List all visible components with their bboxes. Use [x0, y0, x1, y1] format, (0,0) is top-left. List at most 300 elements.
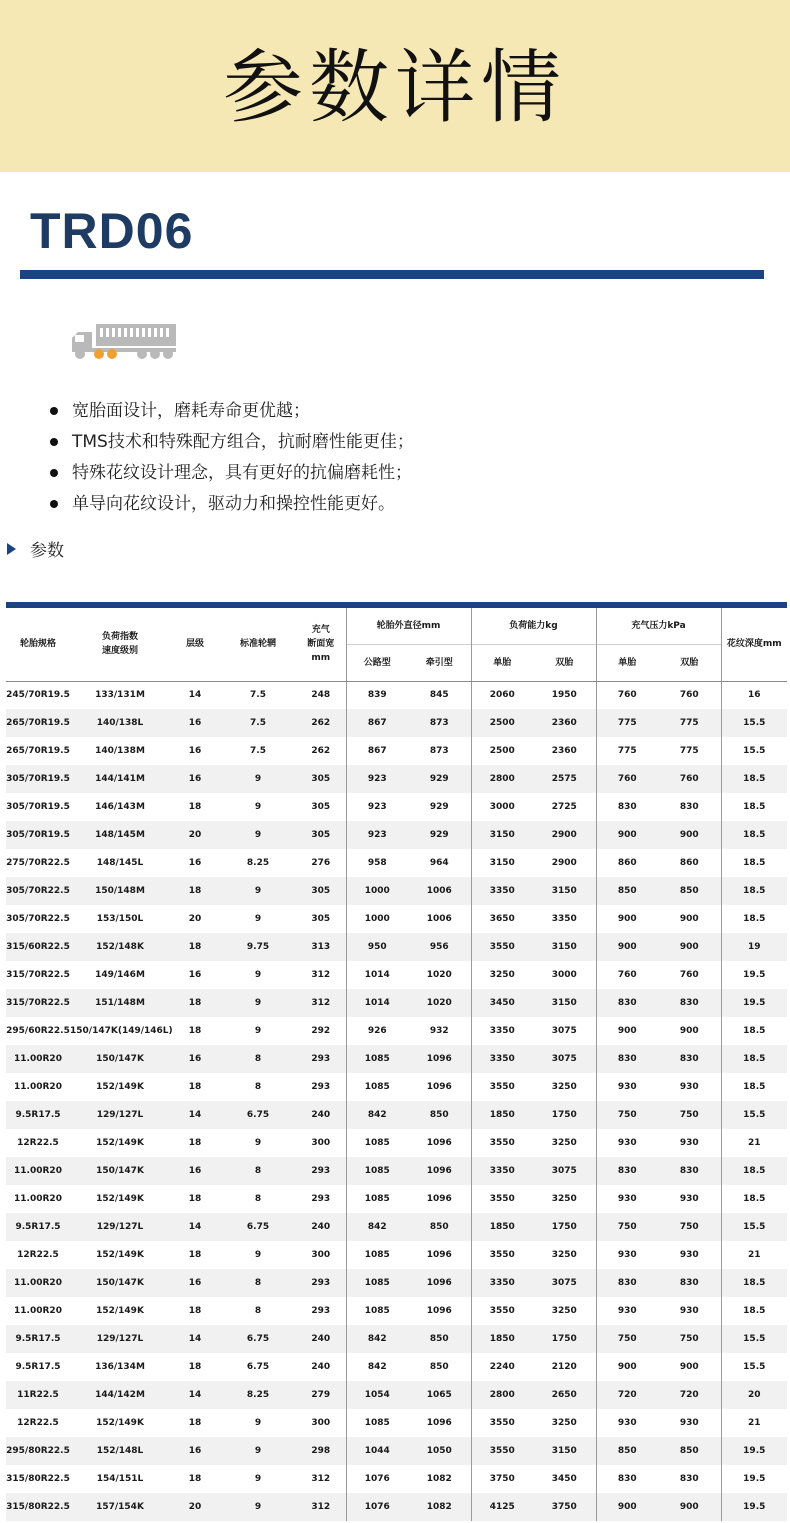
cell-diameter-road: 1000: [346, 877, 408, 905]
cell-diameter-road: 1054: [346, 1381, 408, 1409]
feature-text: TMS技术和特殊配方组合，抗耐磨性能更佳；: [72, 432, 414, 452]
cell-pressure-dual: 930: [679, 1250, 699, 1260]
cell-pressure-single: 830: [596, 793, 658, 821]
cell-pressure-dual: 860: [679, 858, 699, 868]
cell-spec: 295/80R22.5: [6, 1437, 70, 1465]
table-row: [6, 989, 787, 1017]
cell-depth: 20: [721, 1381, 787, 1409]
cell-pressure-dual: 930: [679, 1082, 699, 1092]
table-row: [6, 1129, 787, 1157]
cell-pressure-single: 930: [596, 1129, 658, 1157]
cell-pressure-single: 720: [596, 1381, 658, 1409]
cell-depth: 18.5: [721, 793, 787, 821]
cell-load-single: 3350: [471, 1045, 533, 1073]
cell-load-dual: 1950: [551, 690, 577, 701]
cell-diameter-road: 1085: [346, 1045, 408, 1073]
cell-rim: 9: [254, 914, 262, 924]
header-diameter-traction: 牵引型: [408, 644, 471, 681]
model-divider: [20, 270, 764, 279]
cell-pressure-dual: 830: [658, 1045, 721, 1073]
cell-load-dual: 3250: [551, 1194, 577, 1204]
table-row: [6, 1241, 787, 1269]
header-pressure-dual: 双胎: [658, 644, 721, 681]
cell-rim: 9: [220, 1437, 296, 1465]
cell-pressure-single: 900: [596, 1493, 658, 1521]
cell-diameter-traction: 1096: [426, 1138, 452, 1148]
cell-ply: 18: [170, 989, 220, 1017]
cell-load-single: 3250: [471, 961, 533, 989]
feature-item: [50, 427, 414, 458]
cell-spec: 12R22.5: [17, 1418, 59, 1428]
cell-pressure-dual: 900: [658, 933, 721, 961]
table-row: [6, 961, 787, 989]
cell-width: 240: [296, 1213, 346, 1241]
cell-pressure-dual: 930: [679, 1194, 699, 1204]
cell-pressure-single: 930: [596, 1409, 658, 1437]
cell-pressure-dual: 930: [679, 1418, 699, 1428]
cell-load-index: 144/142M: [70, 1381, 170, 1409]
cell-diameter-road: 842: [346, 1101, 408, 1129]
cell-diameter-road: 923: [346, 765, 408, 793]
cell-load-single: 3450: [471, 989, 533, 1017]
cell-load-index: 148/145M: [70, 821, 170, 849]
cell-ply: 18: [188, 1250, 202, 1260]
cell-width: 300: [311, 1250, 331, 1260]
cell-diameter-road: 842: [346, 1213, 408, 1241]
cell-ply: 18: [188, 1138, 202, 1148]
cell-pressure-single: 775: [596, 709, 658, 737]
cell-ply: 18: [188, 802, 202, 812]
triangle-right-icon: [7, 543, 16, 555]
table-row: [6, 737, 787, 765]
cell-diameter-traction: 1096: [408, 1157, 471, 1185]
cell-load-dual: 2650: [533, 1381, 596, 1409]
cell-spec: 11.00R20: [14, 1082, 62, 1092]
feature-text: 宽胎面设计，磨耗寿命更优越；: [72, 401, 310, 421]
cell-load-dual: 3075: [533, 1269, 596, 1297]
cell-depth: 18.5: [721, 1157, 787, 1185]
bullet-icon: [50, 500, 58, 508]
table-row: [6, 1073, 787, 1101]
cell-width: 293: [296, 1045, 346, 1073]
cell-diameter-road: 1085: [346, 1297, 408, 1325]
cell-load-dual: 1750: [533, 1101, 596, 1129]
cell-diameter-road: 1014: [346, 989, 408, 1017]
cell-load-index: 152/149K: [96, 1250, 144, 1260]
cell-pressure-single: 830: [596, 1045, 658, 1073]
cell-load-single: 2060: [471, 681, 533, 709]
cell-diameter-traction: 1096: [426, 1250, 452, 1260]
table-row: [6, 1465, 787, 1493]
cell-diameter-traction: 1096: [426, 1306, 452, 1316]
cell-ply: 18: [188, 1082, 202, 1092]
cell-depth: 18.5: [721, 1185, 787, 1213]
table-row: [6, 1213, 787, 1241]
spec-table-body: [6, 681, 787, 1521]
cell-load-single: 3550: [471, 1297, 533, 1325]
cell-depth: 21: [721, 1129, 787, 1157]
cell-spec: 265/70R19.5: [6, 746, 70, 756]
cell-ply: 16: [188, 970, 202, 980]
cell-depth: 19.5: [721, 1493, 787, 1521]
cell-pressure-dual: 900: [679, 1362, 699, 1372]
cell-load-dual: 1750: [533, 1213, 596, 1241]
cell-load-single: 3350: [471, 1017, 533, 1045]
cell-pressure-single: 830: [596, 989, 658, 1017]
cell-ply: 20: [170, 821, 220, 849]
cell-diameter-traction: 1096: [408, 1269, 471, 1297]
cell-pressure-single: 900: [596, 1017, 658, 1045]
cell-pressure-single: 750: [596, 1213, 658, 1241]
cell-load-single: 3650: [471, 905, 533, 933]
cell-load-dual: 2725: [551, 802, 577, 812]
table-row: [6, 709, 787, 737]
cell-diameter-traction: 1082: [426, 1474, 452, 1484]
cell-depth: 18.5: [721, 905, 787, 933]
cell-pressure-single: 830: [596, 1269, 658, 1297]
cell-load-dual: 3075: [551, 1026, 577, 1036]
cell-depth: 19.5: [721, 989, 787, 1017]
table-row: [6, 1157, 787, 1185]
cell-width: 312: [311, 970, 331, 980]
cell-load-index: 146/143M: [95, 802, 145, 812]
cell-ply: 16: [170, 709, 220, 737]
cell-diameter-traction: 850: [408, 1101, 471, 1129]
cell-load-dual: 2900: [533, 821, 596, 849]
cell-depth: 16: [721, 681, 787, 709]
table-row: [6, 933, 787, 961]
cell-ply: 18: [170, 933, 220, 961]
cell-ply: 16: [170, 1045, 220, 1073]
cell-pressure-single: 900: [596, 905, 658, 933]
cell-spec: 11.00R20: [6, 1157, 70, 1185]
cell-diameter-road: 842: [346, 1325, 408, 1353]
cell-pressure-single: 760: [596, 765, 658, 793]
cell-diameter-road: 1044: [346, 1437, 408, 1465]
header-width: [296, 608, 346, 681]
cell-diameter-traction: 850: [408, 1213, 471, 1241]
cell-load-index: 154/151L: [96, 1474, 144, 1484]
cell-diameter-road: 923: [346, 793, 408, 821]
cell-pressure-single: 830: [596, 1465, 658, 1493]
cell-pressure-dual: 760: [679, 690, 699, 701]
cell-depth: 18.5: [721, 821, 787, 849]
cell-load-dual: 2120: [551, 1362, 577, 1372]
cell-diameter-traction: 1082: [408, 1493, 471, 1521]
cell-width: 248: [311, 690, 331, 701]
cell-pressure-single: 760: [596, 961, 658, 989]
cell-load-single: 3150: [471, 821, 533, 849]
cell-width: 293: [296, 1269, 346, 1297]
table-row: [6, 1437, 787, 1465]
cell-pressure-single: 860: [596, 849, 658, 877]
cell-diameter-road: 1085: [346, 1129, 408, 1157]
cell-ply: 16: [170, 1269, 220, 1297]
cell-diameter-traction: 929: [408, 821, 471, 849]
cell-width: 312: [296, 1493, 346, 1521]
cell-pressure-single: 900: [596, 821, 658, 849]
cell-load-index: 136/134M: [95, 1362, 145, 1372]
header-depth: 花纹深度mm: [721, 608, 787, 681]
cell-pressure-dual: 760: [679, 970, 699, 980]
cell-pressure-dual: 830: [679, 1474, 699, 1484]
cell-load-index: 150/148M: [70, 877, 170, 905]
feature-item: [50, 396, 414, 427]
table-row: [6, 1493, 787, 1521]
cell-diameter-traction: 873: [408, 709, 471, 737]
cell-spec: 275/70R22.5: [6, 858, 70, 868]
table-row: [6, 821, 787, 849]
cell-pressure-dual: 900: [658, 821, 721, 849]
cell-diameter-road: 1085: [346, 1269, 408, 1297]
cell-diameter-road: 923: [346, 821, 408, 849]
cell-load-index: 144/141M: [70, 765, 170, 793]
table-row: [6, 1353, 787, 1381]
cell-load-index: 150/147K: [70, 1045, 170, 1073]
cell-load-single: 3550: [471, 1409, 533, 1437]
cell-load-single: 2500: [471, 709, 533, 737]
cell-load-dual: 3450: [551, 1474, 577, 1484]
cell-pressure-dual: 850: [658, 1437, 721, 1465]
cell-pressure-dual: 930: [679, 1306, 699, 1316]
cell-rim: 9: [254, 1026, 262, 1036]
cell-ply: 14: [170, 1213, 220, 1241]
cell-pressure-dual: 930: [679, 1138, 699, 1148]
cell-width: 293: [296, 1157, 346, 1185]
cell-pressure-single: 900: [596, 933, 658, 961]
cell-diameter-traction: 1096: [426, 1082, 452, 1092]
cell-depth: 19.5: [721, 1437, 787, 1465]
feature-list: [50, 396, 414, 520]
cell-depth: 19.5: [721, 961, 787, 989]
cell-width: 240: [296, 1101, 346, 1129]
cell-spec: 9.5R17.5: [6, 1325, 70, 1353]
cell-load-index: 151/148M: [70, 989, 170, 1017]
cell-pressure-dual: 830: [658, 1269, 721, 1297]
cell-rim: 9: [220, 765, 296, 793]
cell-load-dual: 2360: [533, 709, 596, 737]
cell-width: 240: [311, 1362, 331, 1372]
cell-depth: 18.5: [721, 849, 787, 877]
cell-pressure-dual: 750: [658, 1325, 721, 1353]
cell-rim: 8: [254, 1194, 262, 1204]
table-row: [6, 1101, 787, 1129]
cell-load-single: 2800: [471, 1381, 533, 1409]
cell-depth: 15.5: [721, 1325, 787, 1353]
cell-load-dual: 3150: [533, 877, 596, 905]
cell-pressure-single: 830: [596, 1157, 658, 1185]
cell-rim: 9: [254, 1138, 262, 1148]
section-heading: [7, 538, 64, 564]
table-row: [6, 1325, 787, 1353]
cell-pressure-single: 930: [596, 1297, 658, 1325]
cell-diameter-traction: 929: [429, 802, 449, 812]
cell-ply: 20: [188, 914, 202, 924]
cell-diameter-traction: 1096: [408, 1045, 471, 1073]
cell-pressure-dual: 830: [658, 989, 721, 1017]
cell-diameter-road: 1000: [346, 905, 408, 933]
cell-load-single: 3550: [471, 1129, 533, 1157]
cell-load-single: 1850: [471, 1101, 533, 1129]
cell-pressure-dual: 775: [658, 709, 721, 737]
cell-load-dual: 3250: [551, 1418, 577, 1428]
cell-width: 300: [311, 1138, 331, 1148]
cell-ply: 16: [188, 858, 202, 868]
header-load-single: 单胎: [471, 644, 533, 681]
cell-rim: 9: [254, 970, 262, 980]
cell-load-single: 2800: [471, 765, 533, 793]
cell-rim: 8: [254, 1082, 262, 1092]
cell-diameter-road: 839: [346, 681, 408, 709]
cell-ply: 16: [188, 746, 202, 756]
cell-load-dual: 2360: [551, 746, 577, 756]
cell-width: 292: [311, 1026, 331, 1036]
cell-ply: 18: [188, 1474, 202, 1484]
cell-pressure-single: 930: [596, 1073, 658, 1101]
cell-load-dual: 2575: [533, 765, 596, 793]
cell-rim: 7.5: [220, 709, 296, 737]
cell-spec: 12R22.5: [17, 1250, 59, 1260]
table-row: [6, 765, 787, 793]
cell-depth: 21: [721, 1409, 787, 1437]
cell-width: 305: [311, 914, 331, 924]
cell-rim: 8: [254, 1306, 262, 1316]
spec-table: [6, 608, 787, 1521]
cell-diameter-traction: 1096: [426, 1418, 452, 1428]
cell-load-single: 3550: [471, 1185, 533, 1213]
cell-diameter-traction: 850: [429, 1362, 449, 1372]
table-row: [6, 849, 787, 877]
cell-load-index: 152/148K: [70, 933, 170, 961]
cell-load-single: 3000: [471, 793, 533, 821]
feature-item: [50, 458, 414, 489]
cell-rim: 9: [220, 877, 296, 905]
cell-width: 293: [311, 1306, 331, 1316]
cell-width: 305: [296, 877, 346, 905]
cell-depth: 15.5: [721, 709, 787, 737]
cell-width: 276: [311, 858, 331, 868]
cell-width: 279: [296, 1381, 346, 1409]
cell-load-index: 148/145L: [96, 858, 144, 868]
header-rim: 标准轮辋: [220, 608, 296, 681]
cell-pressure-dual: 750: [658, 1101, 721, 1129]
cell-spec: 245/70R19.5: [6, 690, 70, 701]
cell-depth: 18.5: [721, 1297, 787, 1325]
cell-spec: 11R22.5: [6, 1381, 70, 1409]
cell-spec: 9.5R17.5: [6, 1101, 70, 1129]
cell-pressure-dual: 760: [658, 765, 721, 793]
cell-load-index: 149/146M: [95, 970, 145, 980]
table-row: [6, 681, 787, 709]
cell-depth: 15.5: [721, 1353, 787, 1381]
cell-rim: 8: [220, 1269, 296, 1297]
cell-rim: 8: [220, 1157, 296, 1185]
cell-rim: 9: [254, 802, 262, 812]
cell-width: 262: [296, 709, 346, 737]
cell-load-index: 152/149K: [96, 1194, 144, 1204]
cell-depth: 18.5: [721, 877, 787, 905]
feature-item: [50, 489, 414, 520]
cell-spec: 265/70R19.5: [6, 709, 70, 737]
cell-load-index: 140/138L: [70, 709, 170, 737]
cell-rim: 9: [254, 1250, 262, 1260]
cell-spec: 305/70R22.5: [6, 877, 70, 905]
cell-ply: 18: [188, 1194, 202, 1204]
cell-load-single: 3150: [471, 849, 533, 877]
bullet-icon: [50, 469, 58, 477]
cell-pressure-dual: 900: [679, 1026, 699, 1036]
cell-diameter-traction: 1050: [408, 1437, 471, 1465]
model-name: TRD06: [30, 203, 194, 259]
cell-diameter-traction: 873: [429, 746, 449, 756]
cell-rim: 9: [220, 989, 296, 1017]
cell-diameter-road: 842: [346, 1353, 408, 1381]
cell-diameter-road: 1085: [346, 1073, 408, 1101]
cell-ply: 18: [188, 1026, 202, 1036]
cell-depth: 15.5: [721, 737, 787, 765]
cell-load-index: 152/149K: [96, 1306, 144, 1316]
cell-ply: 14: [188, 690, 202, 701]
cell-ply: 14: [170, 1381, 220, 1409]
cell-load-dual: 3250: [551, 1138, 577, 1148]
cell-depth: 19: [721, 933, 787, 961]
cell-load-single: 3350: [471, 877, 533, 905]
cell-diameter-traction: 1020: [426, 970, 452, 980]
cell-diameter-traction: 929: [408, 765, 471, 793]
cell-diameter-traction: 1020: [408, 989, 471, 1017]
cell-depth: 15.5: [721, 1101, 787, 1129]
cell-load-dual: 3350: [551, 914, 577, 924]
cell-pressure-dual: 850: [658, 877, 721, 905]
cell-diameter-road: 958: [346, 849, 408, 877]
cell-diameter-road: 926: [346, 1017, 408, 1045]
header-pressure: 充气压力kPa: [596, 608, 721, 644]
cell-spec: 305/70R19.5: [6, 821, 70, 849]
cell-width: 312: [296, 989, 346, 1017]
cell-load-index: 153/150L: [96, 914, 144, 924]
cell-pressure-single: 930: [596, 1241, 658, 1269]
cell-load-index: 152/149K: [96, 1418, 144, 1428]
cell-pressure-single: 775: [596, 737, 658, 765]
cell-load-single: 3350: [471, 1269, 533, 1297]
cell-width: 293: [311, 1194, 331, 1204]
cell-depth: 15.5: [721, 1213, 787, 1241]
cell-diameter-traction: 850: [408, 1325, 471, 1353]
cell-pressure-single: 930: [596, 1185, 658, 1213]
cell-load-index: 129/127L: [70, 1101, 170, 1129]
cell-load-dual: 3250: [551, 1082, 577, 1092]
cell-rim: 8.25: [246, 858, 270, 868]
cell-load-single: 2500: [471, 737, 533, 765]
cell-load-dual: 3000: [551, 970, 577, 980]
cell-rim: 9: [254, 1418, 262, 1428]
cell-ply: 14: [170, 1101, 220, 1129]
cell-width: 262: [311, 746, 331, 756]
cell-pressure-single: 760: [596, 681, 658, 709]
page-title: 参数详情: [223, 41, 567, 134]
cell-spec: 315/80R22.5: [6, 1493, 70, 1521]
cell-load-dual: 3075: [533, 1045, 596, 1073]
cell-load-dual: 2900: [551, 858, 577, 868]
cell-ply: 18: [188, 1418, 202, 1428]
cell-diameter-traction: 964: [429, 858, 449, 868]
cell-load-dual: 3250: [551, 1250, 577, 1260]
cell-load-index: 152/149K: [96, 1138, 144, 1148]
cell-load-dual: 3150: [533, 989, 596, 1017]
cell-spec: 9.5R17.5: [15, 1362, 61, 1372]
cell-depth: 18.5: [721, 1073, 787, 1101]
cell-load-single: 3550: [471, 1241, 533, 1269]
